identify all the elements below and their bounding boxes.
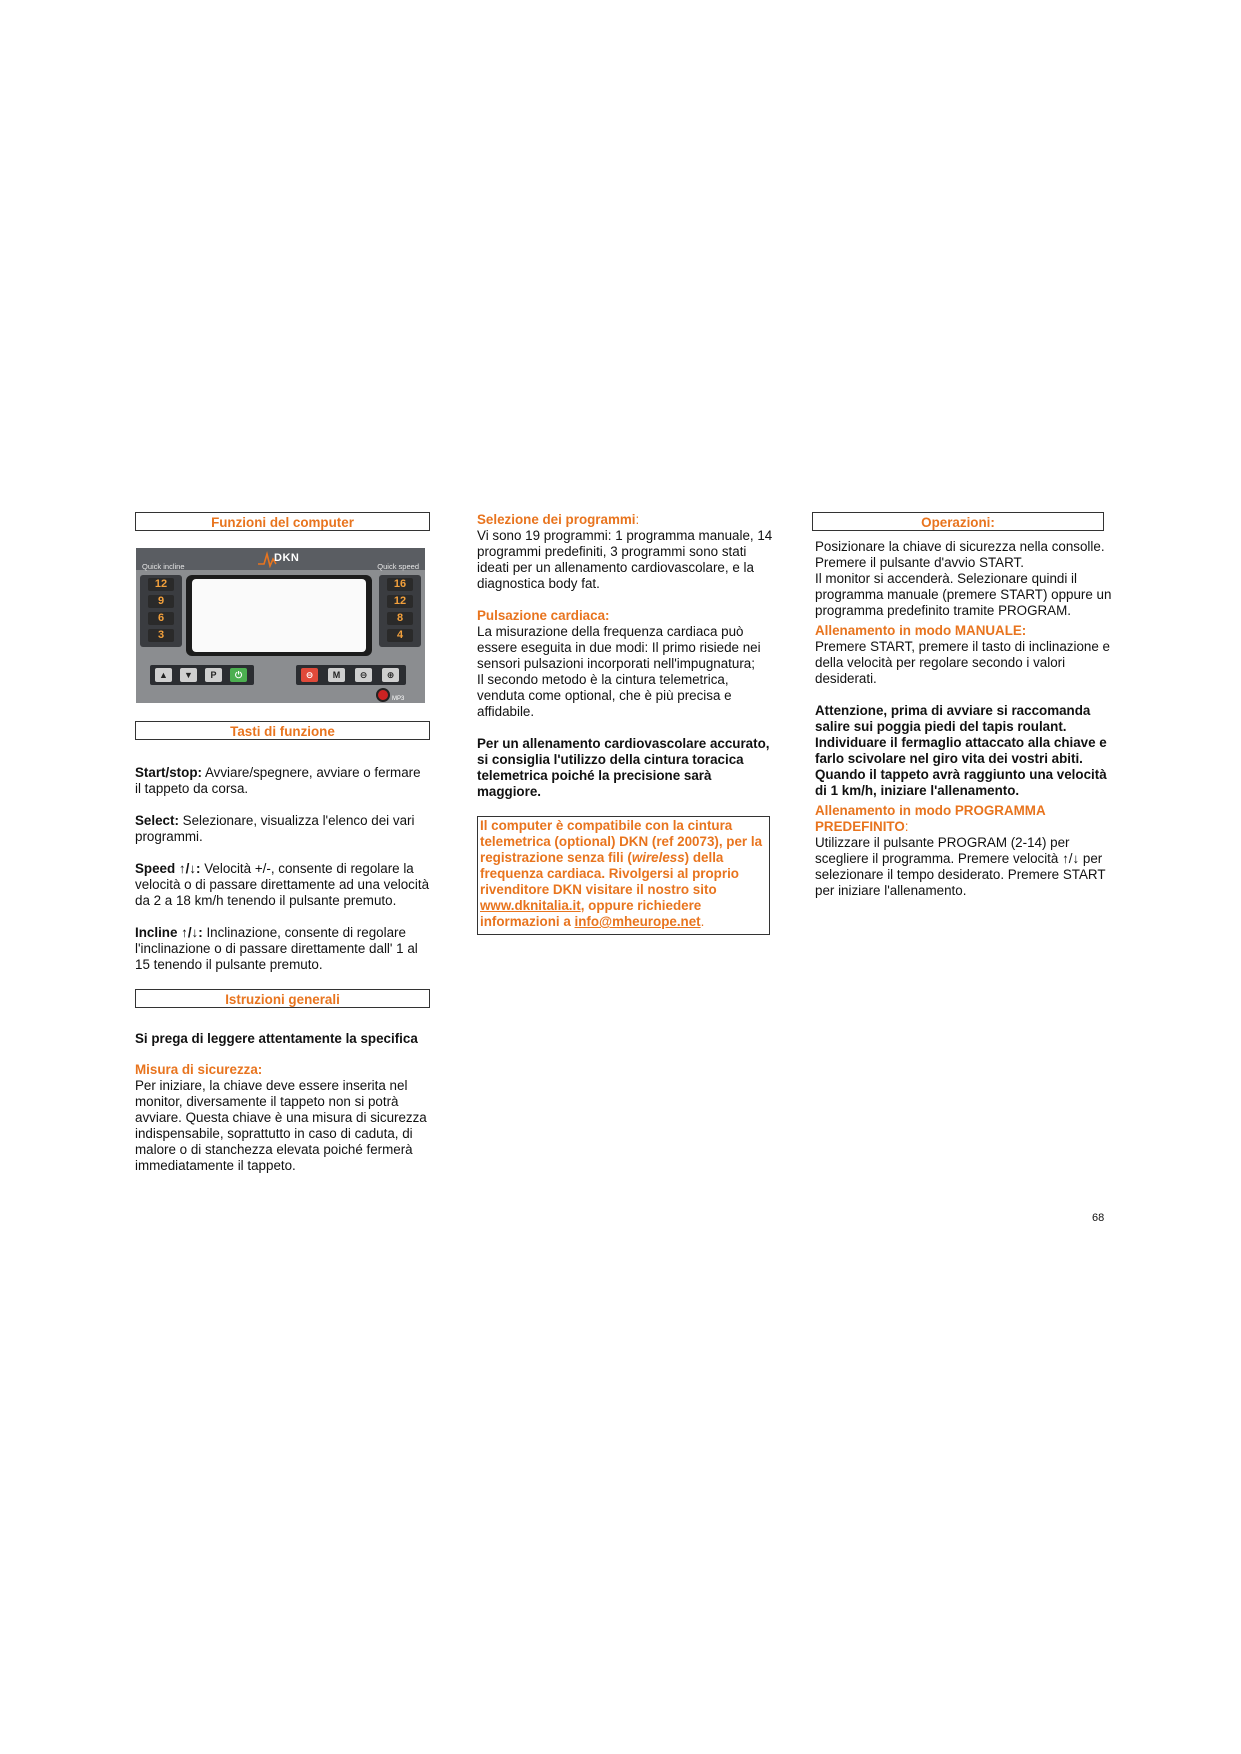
incline-up-button: ▲ — [155, 668, 172, 682]
quick-speed-label: Quick speed — [377, 562, 419, 571]
left-button-bar — [150, 665, 254, 685]
mode-button: M — [328, 668, 345, 682]
right-button-bar — [296, 665, 406, 685]
operazioni-text-3: Il monitor si accenderà. Selezionare quindi il programma manuale (premere START) oppure un programma predefinito tramite PROGRAM. — [815, 571, 1112, 618]
column-middle — [477, 512, 777, 935]
selezione-heading: Selezione dei programmi — [477, 512, 636, 527]
selezione-heading-line — [477, 512, 777, 528]
start-button: ⏻ — [230, 668, 247, 682]
program-button: P — [205, 668, 222, 682]
incline-value: 12 — [148, 578, 174, 591]
speed-down-button: ⊖ — [355, 668, 372, 682]
monitor-console-image — [136, 548, 425, 703]
column-right — [815, 512, 1115, 899]
page-number: 68 — [1092, 1212, 1105, 1224]
box-text-4: . — [700, 914, 705, 929]
selezione-text: Vi sono 19 programmi: 1 programma manuale, 14 programmi predefiniti, 3 programmi sono stati ideati per un allenamento cardiovascolare, e la diagnostica body fat. — [477, 528, 773, 591]
column-left — [135, 512, 430, 1174]
stop-button: ⊖ — [301, 668, 318, 682]
selezione-colon: : — [635, 512, 640, 527]
operazioni-text-1: Posizionare la chiave di sicurezza nella consolle. — [815, 539, 1105, 554]
compatibility-box — [477, 816, 770, 935]
attenzione-text: Attenzione, prima di avviare si raccomanda salire sui poggia piedi del tapis roulant. Individuare il fermaglio attaccato alla chiave e farlo scivolare nel giro vita dei vostri abiti. Quando il tappeto avrà raggiunto una velocità di 1 km/h, iniziare l'allenamento. — [815, 703, 1107, 798]
monitor-screen — [186, 575, 372, 656]
incline-value: 6 — [148, 612, 174, 625]
programma-heading: Allenamento in modo PROGRAMMA PREDEFINITO — [815, 803, 1046, 834]
section-heading-funzioni: Funzioni del computer — [135, 512, 430, 531]
incline-value: 9 — [148, 595, 174, 608]
quick-speed-panel — [379, 575, 421, 647]
box-wireless: wireless — [631, 850, 685, 865]
safety-key-icon — [376, 688, 390, 702]
section-heading-operazioni: Operazioni: — [812, 512, 1104, 531]
consiglio-text: Per un allenamento cardiovascolare accurato, si consiglia l'utilizzo della cintura toracica telemetrica poiché la precisione sarà maggiore. — [477, 736, 770, 799]
logo-text: DKN — [274, 552, 300, 564]
speed-value: 4 — [387, 629, 413, 642]
quick-incline-label: Quick incline — [142, 562, 185, 571]
istruzioni-note: Si prega di leggere attentamente la specifica — [135, 1031, 418, 1046]
speed-value: 8 — [387, 612, 413, 625]
select-label: Select: — [135, 813, 179, 828]
select-paragraph — [135, 813, 430, 845]
start-stop-label: Start/stop: — [135, 765, 202, 780]
quick-incline-panel — [140, 575, 182, 647]
incline-value: 3 — [148, 629, 174, 642]
speed-up-button: ⊕ — [382, 668, 399, 682]
operazioni-text-2: Premere il pulsante d'avvio START. — [815, 555, 1024, 570]
start-stop-paragraph — [135, 765, 430, 797]
box-text-2: ) della frequenza cardiaca. Rivolgersi al proprio rivenditore DKN visitare il nostro sito — [480, 850, 739, 897]
misura-text: Per iniziare, la chiave deve essere inserita nel monitor, diversamente il tappeto non si potrà avviare. Questa chiave è una misura di sicurezza indispensabile, soprattutto in caso di caduta, di malore o di stanchezza elevata poiché fermerà immediatamente il tappeto. — [135, 1078, 427, 1173]
section-heading-tasti: Tasti di funzione — [135, 721, 430, 740]
box-text-1: Il computer è compatibile con la cintura telemetrica (optional) DKN (ref 20073), per la registrazione senza fili ( — [480, 818, 763, 865]
incline-text: Inclinazione, consente di regolare l'inclinazione o di passare direttamente dall' 1 al 15 tenendo il pulsante premuto. — [135, 925, 418, 972]
select-text: Selezionare, visualizza l'elenco dei vari programmi. — [135, 813, 415, 844]
manuale-text: Premere START, premere il tasto di inclinazione e della velocità per regolare secondo i valori desiderati. — [815, 639, 1110, 686]
speed-value: 16 — [387, 578, 413, 591]
programma-colon: : — [904, 819, 909, 834]
website-link[interactable]: www.dknitalia.it — [480, 898, 581, 913]
pulsazione-text-2: Il secondo metodo è la cintura telemetrica, venduta come optional, che è più precisa e affidabile. — [477, 672, 732, 719]
manuale-heading: Allenamento in modo MANUALE: — [815, 623, 1027, 638]
start-stop-text: Avviare/spegnere, avviare o fermare il tappeto da corsa. — [135, 765, 421, 796]
incline-down-button: ▼ — [180, 668, 197, 682]
programma-heading-line — [815, 803, 1115, 835]
pulsazione-heading: Pulsazione cardiaca: — [477, 608, 610, 623]
speed-text: Velocità +/-, consente di regolare la velocità o di passare direttamente ad una velocità da 2 a 18 km/h tenendo il pulsante premuto. — [135, 861, 430, 908]
incline-label: Incline ↑/↓: — [135, 925, 203, 940]
programma-text: Utilizzare il pulsante PROGRAM (2-14) per scegliere il programma. Premere velocità ↑/↓ per selezionare il tempo desiderato. Premere START per iniziare l'allenamento. — [815, 835, 1106, 898]
email-link[interactable]: info@mheurope.net — [574, 914, 701, 929]
box-text-3: , oppure richiedere informazioni a — [480, 898, 702, 929]
speed-label: Speed ↑/↓: — [135, 861, 201, 876]
mp3-label: MP3 — [392, 696, 405, 702]
speed-value: 12 — [387, 595, 413, 608]
incline-paragraph — [135, 925, 430, 973]
misura-heading: Misura di sicurezza: — [135, 1062, 263, 1077]
speed-paragraph — [135, 861, 430, 909]
pulsazione-text-1: La misurazione della frequenza cardiaca può essere eseguita in due modi: Il primo risiede nei sensori pulsazioni incorporati nell'impugnatura; — [477, 624, 761, 671]
section-heading-istruzioni: Istruzioni generali — [135, 989, 430, 1008]
monitor-display — [192, 579, 366, 652]
